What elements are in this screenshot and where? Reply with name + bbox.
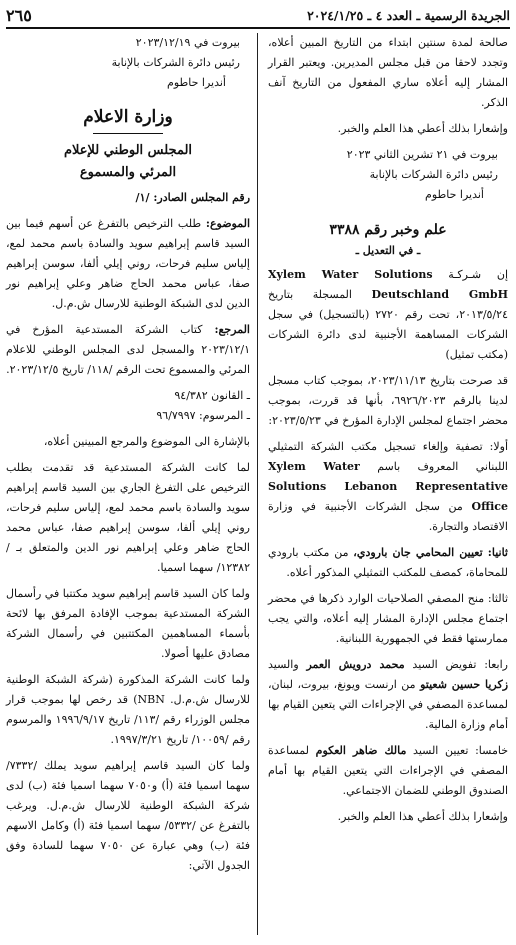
notice-paragraph-1: [268, 265, 508, 365]
p6-name-1: محمد درويش العمر: [306, 658, 405, 671]
p7-name: مالك ضاهر العكوم: [315, 744, 407, 757]
ministry-underline: [93, 133, 163, 134]
gazette-info: الجريدة الرسمية ـ العدد ٤ ـ ٢٠٢٤/١/٢٥: [307, 7, 510, 23]
right-column: [268, 33, 508, 833]
council-heading-2: المرئي والمسموع: [79, 165, 177, 180]
page-header: [6, 4, 510, 26]
p6-mid: والسيد: [268, 658, 299, 671]
para-2: ولما كان السيد قاسم إبراهيم سويد مكتتبا في رأسمال الشركة المستدعية بموجب الإفادة المرفق بها لائحة بأسماء المساهمين المكتتبين في رأسمال الشركة مصادق عليها أصولا.: [6, 587, 250, 660]
notice-closing: وإشعارا بذلك أعطي هذا العلم والخبر.: [337, 810, 508, 823]
p7-rest: لمساعدة المصفي في الإجراءات التي يتعين القيام بها أمام الصندوق الوطني للضمان الاجتماعي.: [268, 744, 508, 797]
signature-title: رئيس دائرة الشركات بالإنابة: [369, 168, 498, 181]
left-signature-name: أنديرا حاطوم: [167, 76, 226, 89]
subject-text: طلب الترخيص بالتفرغ عن أسهم فيما بين السيد قاسم إبراهيم سويد والسادة باسم محمد لمع، إلياس سليم فرحات، روني إيلي ألفا، سوسن إبراهيم صفا، عباس محمد الحاج ضاهر وعلي إبراهيم نور الدين لدى الشبكة الوطنية للارسال ش.م.ل.: [6, 217, 250, 310]
decision-number: رقم المجلس الصادر: /١/: [135, 191, 250, 204]
notice-paragraph-6: [268, 655, 508, 735]
left-column: [6, 33, 250, 882]
decree-ref: ـ المرسوم: ٩٦/٧٩٩٧: [156, 409, 250, 422]
intro-closing: وإشعارا بذلك أعطي هذا العلم والخبر.: [337, 122, 508, 135]
left-signature-title: رئيس دائرة الشركات بالإنابة: [111, 56, 240, 69]
signature-date: بيروت في ٢١ تشرين الثاني ٢٠٢٣: [346, 148, 498, 161]
p1-rest: المسجلة بتاريخ ٢٠١٣/٥/٢٤، تحت رقم ٢٧٢٠ (بالتسجيل) في سجل الشركات المساهمة الأجنبية لدى دائرة الشركات (مكتب تمثيل): [268, 288, 508, 361]
notice-paragraph-2: قد صرحت بتاريخ ٢٠٢٣/١١/١٣، بموجب كتاب مسجل لدينا بالرقم ٦٩٢٦/٢٠٢٣، بأنها قد قررت، بموجب محضر اجتماع لمجلس الإدارة المؤرخ في ٢٠٢٣/٥/٢٣:: [268, 374, 508, 427]
p3-rest: من سجل الشركات الأجنبية في وزارة الاقتصاد والتجارة.: [268, 500, 508, 533]
reference-text: كتاب الشركة المستدعية المؤرخ في ٢٠٢٣/١٢/١ والمسجل لدى المجلس الوطني للاعلام المرئي والمسموع تحت الرقم /١١٨/ تاريخ ٢٠٢٣/١٢/٥.: [6, 323, 250, 376]
notice-paragraph-3: [268, 437, 508, 537]
notice-paragraph-5: ثالثا: منح المصفي الصلاحيات الوارد ذكرها في محضر اجتماع مجلس الإدارة المشار إليه أعلاه، والتي يجب ممارستها فقط في الجمهورية اللبنانية.: [268, 592, 508, 645]
company-name: Xylem Water Solutions Deutschland GmbH: [268, 268, 508, 301]
header-rule: [6, 27, 510, 29]
left-signature-block: [6, 33, 240, 93]
notice-heading: علم وخبر رقم ٣٣٨٨: [329, 222, 447, 238]
para-ref: بالإشارة الى الموضوع والمرجع المبينين أعلاه،: [43, 435, 250, 448]
column-divider: [257, 33, 258, 935]
para-3: ولما كانت الشركة المذكورة (شركة الشبكة الوطنية للارسال ش.م.ل. NBN) قد رخص لها بموجب قرار مجلس الوزراء رقم /١١٣/ تاريخ ١٩٩٦/٩/١٧ والمرسوم رقم /١٠٠٥٩/ تاريخ ١٩٩٧/٣/٢١.: [6, 673, 250, 746]
law-ref: ـ القانون ٩٤/٣٨٢: [174, 389, 250, 402]
notice-paragraph-7: [268, 741, 508, 801]
p1-prefix: إن شـركـة: [448, 268, 509, 281]
p6-prefix: رابعا: تفويض السيد: [412, 658, 508, 671]
para-4: ولما كان السيد قاسم إبراهيم سويد يملك /٧٣٣٢/ سهما اسميا فئة (أ) و٧٠٥٠ سهما اسميا فئة (ب) لدى شركة الشبكة الوطنية للارسال ش.م.ل. ويرغب بالتفرغ عن /٥٣٣٢/ سهما اسميا فئة (أ) وكامل الاسهم فئة (ب) وهي عبارة عن ٧٠٥٠ سهما للسادة وفق الجدول الآتي:: [6, 759, 250, 872]
reference-paragraph: [6, 320, 250, 380]
subject-label: الموضوع:: [205, 217, 251, 230]
signature-name: أنديرا حاطوم: [425, 188, 484, 201]
intro-paragraph: صالحة لمدة سنتين ابتداء من التاريخ المبين أعلاه، وتجدد لاحقا من قبل مجلس المديرين. ويعتبر القرار المشار إليه أعلاه ساري المفعول من التاريخ آنف الذكر.: [268, 36, 508, 109]
office-name: Xylem Water Solutions Lebanon Representative Office: [268, 460, 508, 513]
council-heading-1: المجلس الوطني للإعلام: [63, 143, 193, 158]
notice-paragraph-4: [268, 543, 508, 583]
reference-label: المرجع:: [214, 323, 250, 336]
subject-paragraph: [6, 214, 250, 314]
left-signature-date: بيروت في ٢٠٢٣/١٢/١٩: [135, 36, 240, 49]
notice-subheading: ـ في التعديل ـ: [355, 244, 421, 257]
page-number: ٢٦٥: [6, 5, 32, 25]
p6-name-2: زكريا حسين شعيتو: [420, 678, 509, 691]
ministry-heading: وزارة الاعلام: [83, 107, 173, 127]
p4-rest: من مكتب بارودي للمحاماة، كمصف للمكتب التمثيلي المذكور أعلاه.: [268, 546, 508, 579]
p6-rest: من ارنست ويونغ، بيروت، لبنان، لمساعدة المصفي في الإجراءات التي يتعين القيام بها أمام وزارة المالية.: [268, 678, 508, 731]
p3-prefix: أولا: تصفية وإلغاء تسجيل مكتب الشركة التمثيلي اللبناني المعروف باسم: [268, 440, 508, 473]
p4-bold: ثانيا: تعيين المحامي جان بارودي،: [353, 546, 508, 559]
para-1: لما كانت الشركة المستدعية قد تقدمت بطلب الترخيص على التفرغ الجاري بين السيد قاسم إبراهيم سويد والسادة باسم محمد لمع، إلياس سليم فرحات، روني إيلي ألفا، سوسن إبراهيم صفا، عباس محمد الحاج ضاهر وعلي إبراهيم نور الدين والمتعلق بـ /١٢٣٨٢/ سهما اسميا.: [6, 461, 250, 574]
p7-prefix: خامسا: تعيين السيد: [413, 744, 508, 757]
signature-block: [268, 145, 498, 205]
